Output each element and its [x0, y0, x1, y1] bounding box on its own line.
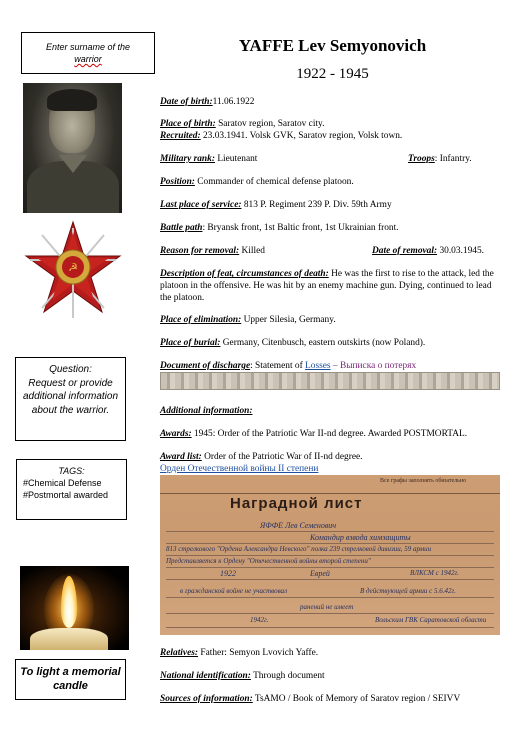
question-label: Question:	[49, 364, 92, 375]
light-candle-label: To light a memorial candle	[20, 666, 121, 692]
award-doc-position: Командир взвода химзащиты	[310, 533, 411, 542]
tags-box	[16, 459, 127, 520]
field-battle-path: Battle path: Bryansk front, 1st Baltic front, 1st Ukrainian front.	[160, 223, 399, 233]
life-years: 1922 - 1945	[296, 66, 369, 82]
award-doc-heading: Наградной лист	[230, 495, 363, 512]
field-feat-description: Description of feat, circumstances of death: He was the first to rise to the attack, led the platoon in the offensive. He was hit by an enemy machine gun. Dying, continued to lead the platoon.	[160, 269, 494, 303]
award-doc-commissariat: Вольским ГВК Саратовской области	[375, 616, 487, 624]
field-troops: : Infantry.	[434, 154, 472, 164]
warrior-photo	[23, 83, 122, 213]
question-box[interactable]	[15, 357, 126, 441]
award-doc-nationality: Еврей	[310, 569, 330, 578]
losses-link[interactable]: Losses	[305, 361, 331, 371]
field-date-of-removal: 30.03.1945.	[437, 246, 484, 256]
award-doc-civil-war: в гражданской войне не участвовал	[180, 587, 288, 595]
svg-text:☭: ☭	[68, 261, 78, 274]
award-doc-wounds: ранений не имеет	[300, 603, 354, 611]
award-doc-party: ВЛКСМ с 1942г.	[410, 569, 459, 577]
warrior-name: YAFFE Lev Semyonovich	[238, 36, 427, 55]
question-text: Request or provide additional information about the warrior.	[22, 377, 119, 416]
award-list-document-image	[160, 475, 500, 635]
losses-document-image	[160, 372, 500, 390]
light-candle-button[interactable]	[15, 659, 126, 700]
field-position: Position: Commander of chemical defense platoon.	[160, 177, 354, 187]
award-doc-front: В действующей армии с 5.6.42г.	[360, 587, 456, 595]
award-doc-unit: 813 стрелкового "Ордена Александра Невского" полка 239 стрелковой дивизии, 59 армии	[166, 545, 432, 553]
field-awards: Awards: 1945: Order of the Patriotic War II-nd degree. Awarded POSTMORTAL.	[160, 429, 468, 439]
field-recruited: Recruited: 23.03.1941. Volsk GVK, Saratov region, Volsk town.	[160, 131, 403, 141]
field-military-rank: Military rank: Lieutenant Troops: Infantry.	[160, 154, 472, 164]
memorial-candle-image	[20, 566, 129, 650]
field-date-of-removal-label: Date of removal:	[372, 246, 438, 256]
award-doc-award: Представляется к Ордену "Отечественной войны второй степени"	[166, 557, 371, 565]
losses-extract-link[interactable]: – Выписка о потерях	[330, 361, 417, 371]
tag-postmortal-awarded[interactable]: #Postmortal awarded	[23, 490, 109, 500]
award-list-link[interactable]: Орден Отечественной войны II степени	[160, 464, 319, 474]
search-label: Enter surname of the	[45, 42, 131, 52]
field-document-of-discharge: Document of discharge: Statement of Losses – Выписка о потерях	[160, 361, 417, 371]
field-place-of-elimination: Place of elimination: Upper Silesia, Germany.	[160, 315, 336, 325]
field-sources-of-information: Sources of information: TsAMO / Book of Memory of Saratov region / SEIVV	[160, 694, 461, 704]
order-patriotic-war-medal	[22, 220, 124, 328]
field-place-of-burial: Place of burial: Germany, Citenbusch, eastern outskirts (now Poland).	[160, 338, 426, 348]
field-award-list: Award list: Order of the Patriotic War of II-nd degree.	[160, 452, 363, 462]
field-national-identification: National identification: Through document	[160, 671, 325, 681]
tag-chemical-defense[interactable]: #Chemical Defense	[23, 478, 102, 488]
search-surname-box[interactable]	[21, 32, 155, 74]
field-troops-label: Troops	[408, 154, 435, 164]
award-doc-red-army: 1942г.	[250, 616, 269, 624]
award-doc-birth-year: 1922	[220, 569, 236, 578]
field-additional-information: Additional information:	[160, 406, 253, 416]
field-reason-for-removal: Reason for removal: Killed Date of removal: 30.03.1945.	[160, 246, 484, 256]
award-doc-top-note: Все графы заполнять обязательно	[380, 478, 467, 484]
search-label-underlined: warrior	[74, 54, 102, 64]
field-date-of-birth: Date of birth:11.06.1922	[160, 97, 255, 107]
field-last-place-of-service: Last place of service: 813 P. Regiment 239 P. Div. 59th Army	[160, 200, 392, 210]
field-relatives: Relatives: Father: Semyon Lvovich Yaffe.	[160, 648, 319, 658]
field-place-of-birth: Place of birth: Saratov region, Saratov city.	[160, 119, 325, 129]
tags-title: TAGS:	[58, 466, 85, 476]
award-doc-name: ЯФФЕ Лев Семенович	[260, 521, 337, 530]
